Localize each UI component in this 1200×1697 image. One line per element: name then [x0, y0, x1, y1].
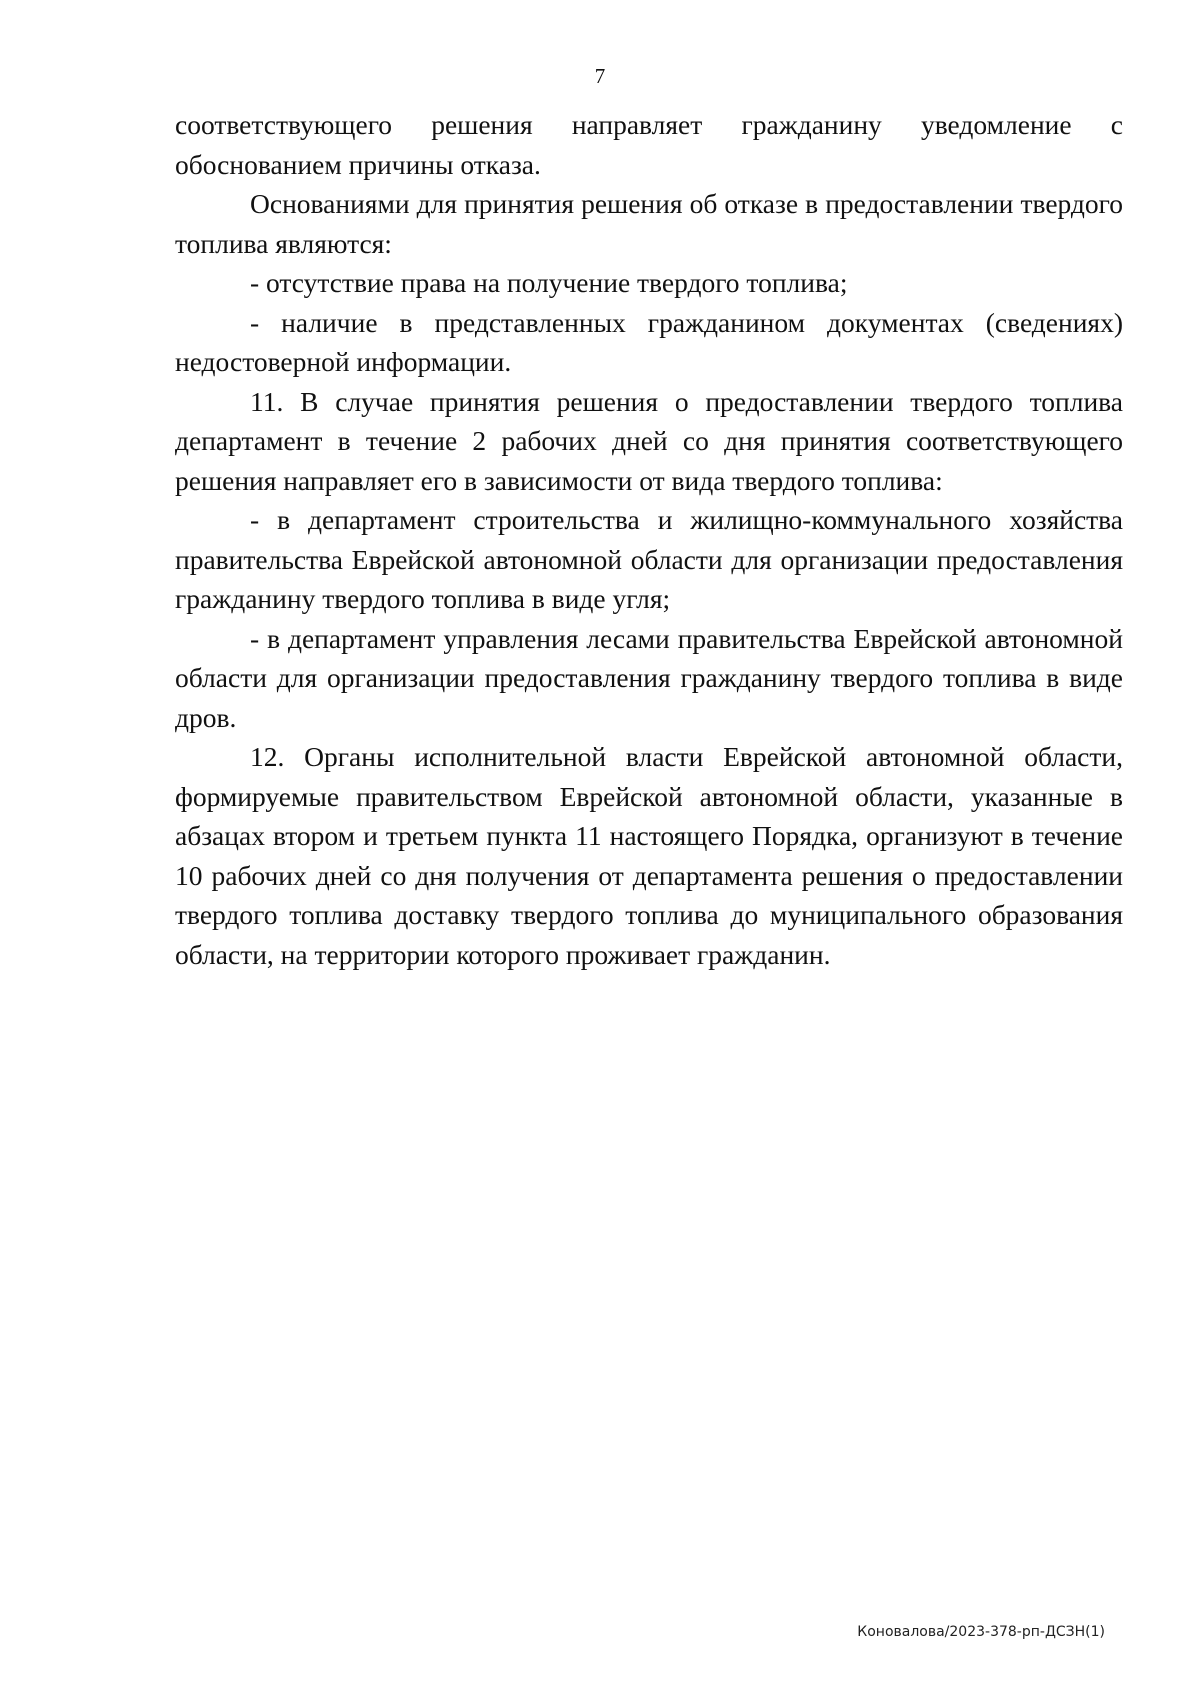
paragraph-refusal-notice: соответствующего решения направляет гражданину уведомление с обоснованием причины отказа.	[175, 109, 1123, 180]
paragraph-item-11-firewood: - в департамент управления лесами правительства Еврейской автономной области для организации предоставления гражданину твердого топлива в виде дров.	[175, 622, 1123, 733]
paragraph-ground-false-info: - наличие в представленных гражданином документах (сведениях) недостоверной информации.	[175, 306, 1123, 377]
page-number: 7	[594, 64, 606, 88]
paragraph-ground-no-right: - отсутствие права на получение твердого топлива;	[250, 267, 848, 298]
paragraph-refusal-grounds: Основаниями для принятия решения об отказе в предоставлении твердого топлива являются:	[175, 188, 1123, 259]
paragraph-item-11: 11. В случае принятия решения о предоставлении твердого топлива департамент в течение 2 рабочих дней со дня принятия соответствующего решения направляет его в зависимости от вида твердого топлива:	[175, 385, 1123, 496]
document-body	[175, 105, 1123, 974]
paragraph-item-11-coal: - в департамент строительства и жилищно-коммунального хозяйства правительства Еврейской автономной области для организации предоставления гражданину твердого топлива в виде угля;	[175, 504, 1123, 614]
document-footer-code: Коновалова/2023-378-рп-ДСЗН(1)	[857, 1624, 1105, 1640]
paragraph-item-12: 12. Органы исполнительной власти Еврейской автономной области, формируемые правительством Еврейской автономной области, указанные в абзацах втором и третьем пункта 11 настоящего Порядка, организуют в течение 10 рабочих дней со дня получения от департамента решения о предоставлении твердого топлива доставку твердого топлива до муниципального образования области, на территории которого проживает гражданин.	[175, 741, 1123, 970]
